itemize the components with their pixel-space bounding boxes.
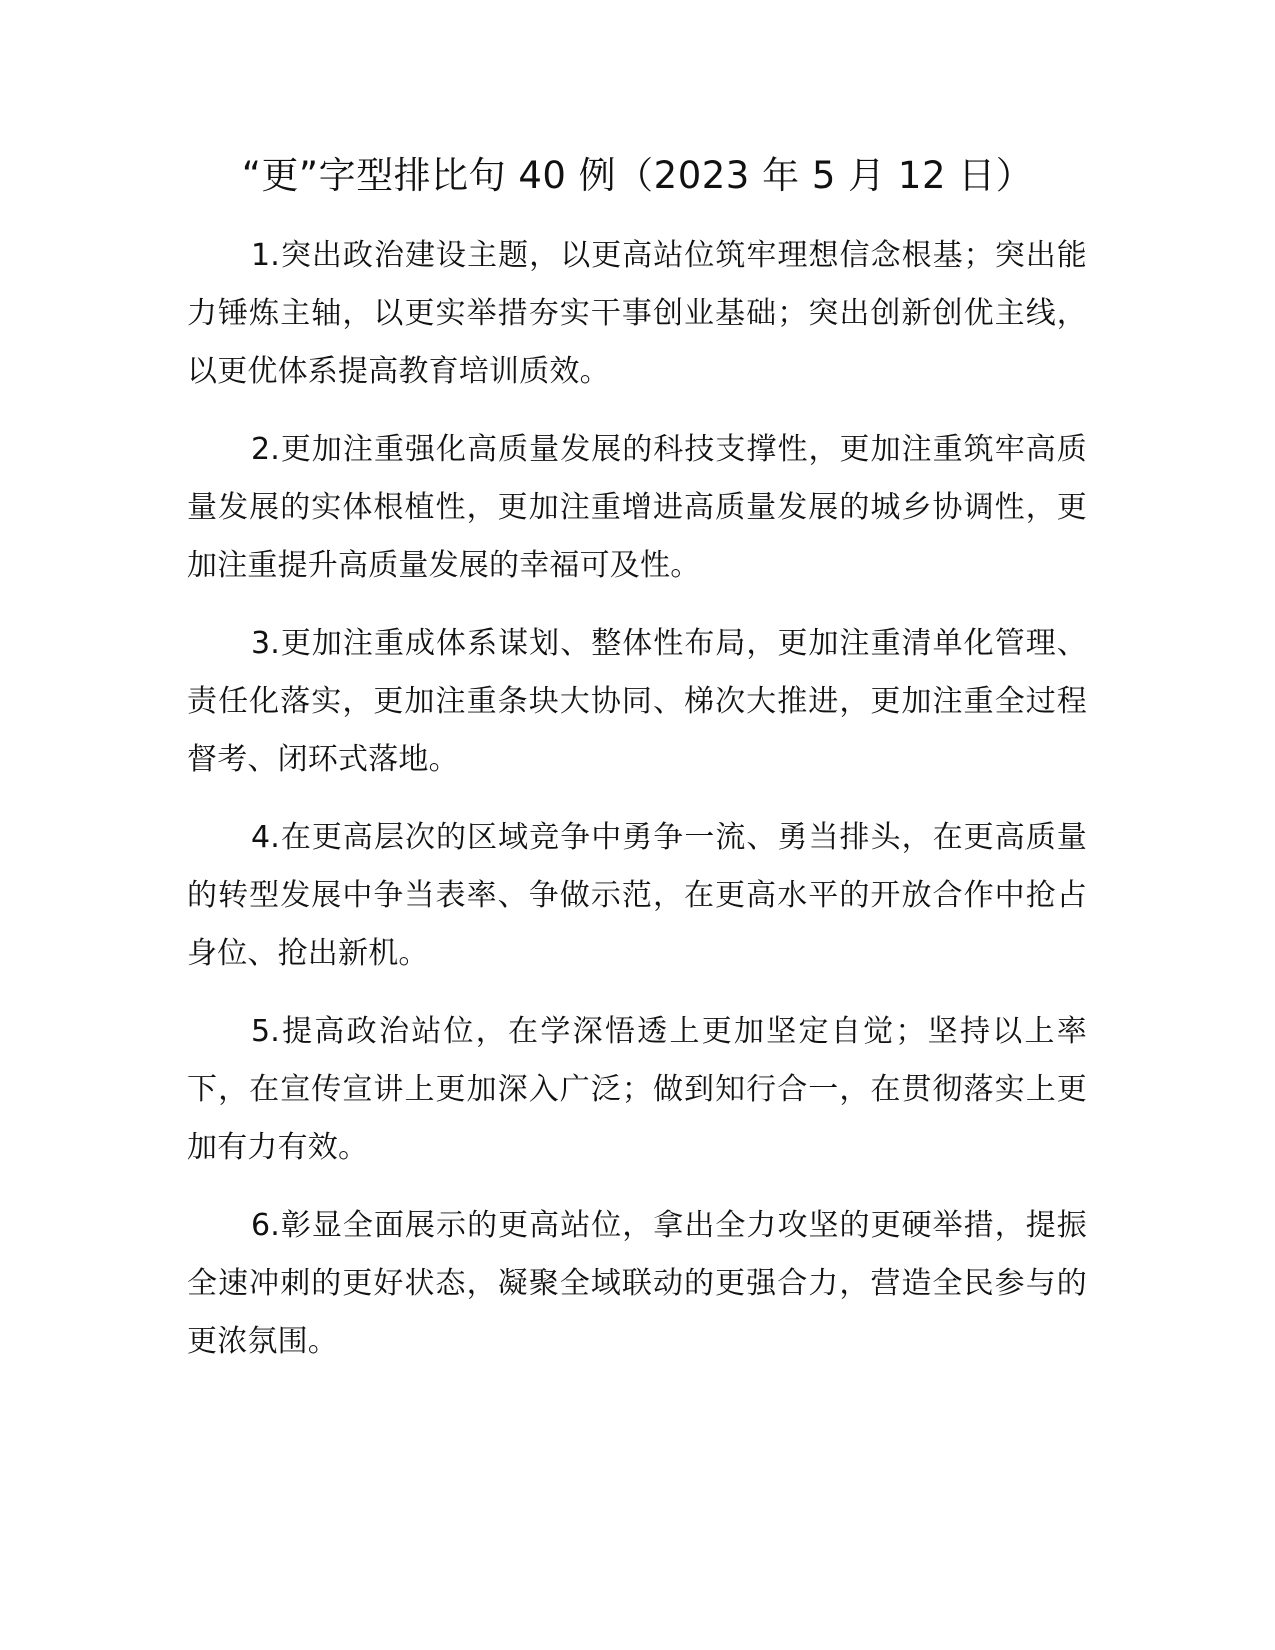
paragraph-2: 2.更加注重强化高质量发展的科技支撑性，更加注重筑牢高质量发展的实体根植性，更加注重增进高质量发展的城乡协调性，更加注重提升高质量发展的幸福可及性。 [187,432,1087,583]
paragraph-3: 3.更加注重成体系谋划、整体性布局，更加注重清单化管理、责任化落实，更加注重条块大协同、梯次大推进，更加注重全过程督考、闭环式落地。 [187,626,1087,777]
paragraph-4: 4.在更高层次的区域竞争中勇争一流、勇当排头，在更高质量的转型发展中争当表率、争做示范，在更高水平的开放合作中抢占身位、抢出新机。 [187,820,1087,971]
paragraph-1: 1.突出政治建设主题，以更高站位筑牢理想信念根基；突出能力锤炼主轴，以更实举措夯实干事创业基础；突出创新创优主线，以更优体系提高教育培训质效。 [187,238,1087,389]
paragraph-5: 5.提高政治站位，在学深悟透上更加坚定自觉；坚持以上率下，在宣传宣讲上更加深入广泛；做到知行合一，在贯彻落实上更加有力有效。 [187,1014,1087,1165]
document-body [187,227,1087,1391]
paragraph-6: 6.彰显全面展示的更高站位，拿出全力攻坚的更硬举措，提振全速冲刺的更好状态，凝聚全域联动的更强合力，营造全民参与的更浓氛围。 [187,1208,1087,1359]
document-title: “更”字型排比句 40 例（2023 年 5 月 12 日） [241,154,1034,197]
